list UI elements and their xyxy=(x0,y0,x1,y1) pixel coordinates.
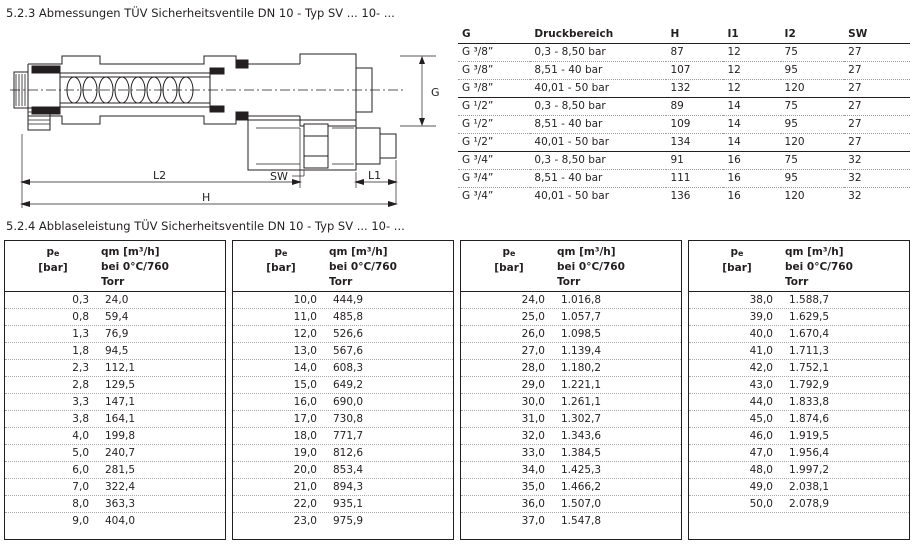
cell-db: 40,01 - 50 bar xyxy=(530,134,666,152)
table-row xyxy=(689,377,909,394)
table-row xyxy=(458,188,910,206)
cell-pe: 28,0 xyxy=(521,362,545,374)
cell-pe: 3,3 xyxy=(72,396,89,408)
cell-pe: 1,8 xyxy=(72,345,89,357)
table-row xyxy=(461,360,681,377)
table-row xyxy=(233,343,453,360)
cell-pe: 37,0 xyxy=(521,515,545,527)
cell-pe: 41,0 xyxy=(749,345,773,357)
header-qm-torr: Torr xyxy=(557,276,581,288)
cell-sw: 32 xyxy=(848,190,862,202)
cell-g: G ³/4” xyxy=(462,190,494,202)
cell-qm: 199,8 xyxy=(105,430,136,442)
section-heading-capacity: 5.2.4 Abblaseleistung TÜV Sicherheitsventile DN 10 - Typ SV ... 10- ... xyxy=(6,219,405,233)
cell-db: 8,51 - 40 bar xyxy=(530,62,666,80)
cell-qm: 1.139,4 xyxy=(561,345,602,357)
cell-qm: 771,7 xyxy=(333,430,364,442)
cell-qm: 1.343,6 xyxy=(561,430,602,442)
table-row xyxy=(689,411,909,428)
cell-pe: 2,3 xyxy=(72,362,89,374)
capacity-table-header xyxy=(689,241,909,292)
cell-db: 40,01 - 50 bar xyxy=(534,190,610,202)
drawing-label-h: H xyxy=(202,191,211,204)
cell-i1: 14 xyxy=(723,98,780,116)
cell-qm: 59,4 xyxy=(105,311,129,323)
cell-qm: 1.588,7 xyxy=(789,294,830,306)
col-header-i1: I1 xyxy=(723,26,780,44)
cell-qm: 147,1 xyxy=(105,396,136,408)
cell-qm: 1.833,8 xyxy=(789,396,830,408)
capacity-table-header xyxy=(233,241,453,292)
cell-pe: 48,0 xyxy=(749,464,773,476)
table-row xyxy=(461,309,681,326)
col-header-pe xyxy=(5,245,101,276)
cell-db: 40,01 - 50 bar xyxy=(530,80,666,98)
cell-pe: 12,0 xyxy=(293,328,317,340)
capacity-table-header xyxy=(5,241,225,292)
capacity-table-block-4 xyxy=(688,240,910,540)
cell-pe: 0,8 xyxy=(72,311,89,323)
cell-pe: 11,0 xyxy=(293,311,317,323)
cell-h: 111 xyxy=(666,170,723,188)
cell-pe: 4,0 xyxy=(72,430,89,442)
cell-h: 91 xyxy=(666,152,723,170)
cell-qm: 690,0 xyxy=(333,396,364,408)
table-row xyxy=(461,513,681,530)
cell-qm: 853,4 xyxy=(333,464,364,476)
cell-qm: 2.038,1 xyxy=(789,481,830,493)
cell-qm: 76,9 xyxy=(105,328,129,340)
table-row xyxy=(458,116,910,134)
table-row xyxy=(689,326,909,343)
header-pe-unit: [bar] xyxy=(266,262,296,274)
col-header-h: H xyxy=(666,26,723,44)
cell-pe: 49,0 xyxy=(749,481,773,493)
table-row xyxy=(5,343,225,360)
capacity-rows xyxy=(5,292,225,530)
table-row xyxy=(233,411,453,428)
cell-pe: 8,0 xyxy=(72,498,89,510)
cell-pe: 21,0 xyxy=(293,481,317,493)
cell-h: 109 xyxy=(666,116,723,134)
table-row xyxy=(233,513,453,530)
cell-pe: 29,0 xyxy=(521,379,545,391)
dimensions-table-header-row xyxy=(458,26,910,44)
cell-sw: 32 xyxy=(844,170,910,188)
cell-i1: 14 xyxy=(723,116,780,134)
table-row xyxy=(5,360,225,377)
cell-qm: 1.711,3 xyxy=(789,345,830,357)
drawing-label-g: G xyxy=(431,86,440,99)
table-row xyxy=(461,343,681,360)
cell-db: 0,3 - 8,50 bar xyxy=(530,152,666,170)
cell-qm: 1.507,0 xyxy=(561,498,602,510)
cell-qm: 935,1 xyxy=(333,498,364,510)
cell-g: G ³/8” xyxy=(458,80,530,98)
table-row xyxy=(461,394,681,411)
table-row xyxy=(458,152,910,170)
capacity-table-block-3 xyxy=(460,240,682,540)
header-pe-label: pe xyxy=(46,246,60,258)
table-row xyxy=(5,479,225,496)
cell-qm: 322,4 xyxy=(105,481,136,493)
cell-g: G ³/8” xyxy=(458,44,530,62)
table-row xyxy=(461,445,681,462)
table-row xyxy=(233,377,453,394)
table-row xyxy=(233,445,453,462)
cell-qm: 1.261,1 xyxy=(561,396,602,408)
table-row xyxy=(5,377,225,394)
table-row xyxy=(233,428,453,445)
cell-i1: 16 xyxy=(727,190,741,202)
cell-qm: 1.057,7 xyxy=(561,311,602,323)
capacity-table-block-1 xyxy=(4,240,226,540)
cell-g: G ³/4” xyxy=(458,152,530,170)
cell-qm: 567,6 xyxy=(333,345,364,357)
table-row xyxy=(5,394,225,411)
table-row xyxy=(689,479,909,496)
cell-pe: 1,3 xyxy=(72,328,89,340)
table-row xyxy=(461,377,681,394)
cell-pe: 5,0 xyxy=(72,447,89,459)
cell-pe: 0,3 xyxy=(72,294,89,306)
cell-pe: 27,0 xyxy=(521,345,545,357)
header-qm-label: qm [m³/h] xyxy=(557,246,616,258)
cell-i1: 12 xyxy=(723,80,780,98)
table-row xyxy=(5,292,225,309)
cell-h: 132 xyxy=(666,80,723,98)
col-header-qm xyxy=(785,245,911,290)
cell-pe: 34,0 xyxy=(521,464,545,476)
cell-h: 89 xyxy=(666,98,723,116)
cell-pe: 2,8 xyxy=(72,379,89,391)
cell-pe: 39,0 xyxy=(749,311,773,323)
cell-qm: 24,0 xyxy=(105,294,129,306)
cell-h: 136 xyxy=(670,190,691,202)
cell-pe: 19,0 xyxy=(293,447,317,459)
table-row xyxy=(458,170,910,188)
cell-i1: 16 xyxy=(723,170,780,188)
table-row xyxy=(458,80,910,98)
cell-i2: 120 xyxy=(781,134,845,152)
header-pe-unit: [bar] xyxy=(38,262,68,274)
header-qm-torr: Torr xyxy=(101,276,125,288)
col-header-pe xyxy=(233,245,329,276)
cell-qm: 608,3 xyxy=(333,362,364,374)
cell-pe: 26,0 xyxy=(521,328,545,340)
table-row xyxy=(461,292,681,309)
cell-pe: 35,0 xyxy=(521,481,545,493)
table-row xyxy=(458,44,910,62)
cell-g: G ¹/2” xyxy=(458,98,530,116)
cell-db: 0,3 - 8,50 bar xyxy=(530,98,666,116)
table-row xyxy=(689,292,909,309)
cell-qm: 1.547,8 xyxy=(561,515,602,527)
cell-qm: 1.792,9 xyxy=(789,379,830,391)
header-pe-unit: [bar] xyxy=(722,262,752,274)
cell-i2: 75 xyxy=(781,152,845,170)
cell-qm: 730,8 xyxy=(333,413,364,425)
capacity-rows xyxy=(461,292,681,530)
cell-db: 0,3 - 8,50 bar xyxy=(530,44,666,62)
cell-qm: 1.670,4 xyxy=(789,328,830,340)
cell-pe: 44,0 xyxy=(749,396,773,408)
cell-sw: 27 xyxy=(844,116,910,134)
cell-g: G ³/4” xyxy=(458,170,530,188)
capacity-rows xyxy=(233,292,453,530)
cell-pe: 43,0 xyxy=(749,379,773,391)
cell-qm: 1.180,2 xyxy=(561,362,602,374)
cell-sw: 27 xyxy=(844,134,910,152)
cell-i2: 95 xyxy=(781,116,845,134)
table-row xyxy=(461,428,681,445)
header-qm-cond: bei 0°C/760 xyxy=(101,261,169,273)
cell-pe: 6,0 xyxy=(72,464,89,476)
table-row xyxy=(689,445,909,462)
cell-h: 107 xyxy=(666,62,723,80)
cell-g: G ¹/2” xyxy=(458,116,530,134)
col-header-pe xyxy=(461,245,557,276)
cell-pe: 30,0 xyxy=(521,396,545,408)
cell-qm: 649,2 xyxy=(333,379,364,391)
table-row xyxy=(458,134,910,152)
cell-qm: 1.956,4 xyxy=(789,447,830,459)
cell-i2: 95 xyxy=(781,170,845,188)
table-row xyxy=(689,462,909,479)
cell-pe: 50,0 xyxy=(749,498,773,510)
cell-sw: 27 xyxy=(844,80,910,98)
cell-pe: 32,0 xyxy=(521,430,545,442)
cell-qm: 1.629,5 xyxy=(789,311,830,323)
header-pe-label: pe xyxy=(502,246,516,258)
cell-pe: 3,8 xyxy=(72,413,89,425)
table-row xyxy=(233,462,453,479)
table-row xyxy=(233,394,453,411)
cell-pe: 22,0 xyxy=(293,498,317,510)
cell-pe: 16,0 xyxy=(293,396,317,408)
drawing-label-sw: SW xyxy=(270,170,288,183)
table-row xyxy=(5,462,225,479)
header-qm-cond: bei 0°C/760 xyxy=(329,261,397,273)
table-row xyxy=(689,394,909,411)
cell-qm: 363,3 xyxy=(105,498,136,510)
table-row xyxy=(689,496,909,513)
col-header-g: G xyxy=(458,26,530,44)
cell-pe: 42,0 xyxy=(749,362,773,374)
cell-pe: 33,0 xyxy=(521,447,545,459)
col-header-druckbereich: Druckbereich xyxy=(530,26,666,44)
cell-qm: 1.997,2 xyxy=(789,464,830,476)
cell-pe: 14,0 xyxy=(293,362,317,374)
cell-pe: 9,0 xyxy=(72,515,89,527)
table-row xyxy=(5,326,225,343)
dimensions-table xyxy=(458,26,910,205)
table-row xyxy=(689,360,909,377)
cell-db: 8,51 - 40 bar xyxy=(530,170,666,188)
cell-pe: 38,0 xyxy=(749,294,773,306)
cell-h: 134 xyxy=(666,134,723,152)
header-qm-label: qm [m³/h] xyxy=(101,246,160,258)
cell-pe: 46,0 xyxy=(749,430,773,442)
cell-qm: 526,6 xyxy=(333,328,364,340)
cell-sw: 32 xyxy=(844,152,910,170)
col-header-qm xyxy=(557,245,683,290)
header-qm-cond: bei 0°C/760 xyxy=(785,261,853,273)
header-qm-torr: Torr xyxy=(329,276,353,288)
cell-i2: 120 xyxy=(781,80,845,98)
table-row xyxy=(5,513,225,530)
cell-sw: 27 xyxy=(844,44,910,62)
table-row xyxy=(233,292,453,309)
table-row xyxy=(233,479,453,496)
section-heading-dimensions: 5.2.3 Abmessungen TÜV Sicherheitsventile DN 10 - Typ SV ... 10- ... xyxy=(6,6,395,20)
cell-qm: 240,7 xyxy=(105,447,136,459)
cell-pe: 20,0 xyxy=(293,464,317,476)
cell-pe: 13,0 xyxy=(293,345,317,357)
header-qm-cond: bei 0°C/760 xyxy=(557,261,625,273)
cell-qm: 1.016,8 xyxy=(561,294,602,306)
cell-qm: 1.919,5 xyxy=(789,430,830,442)
drawing-label-l2: L2 xyxy=(153,169,167,182)
table-row xyxy=(461,326,681,343)
cell-i2: 75 xyxy=(781,98,845,116)
cell-qm: 1.425,3 xyxy=(561,464,602,476)
col-header-i2: I2 xyxy=(781,26,845,44)
table-row-empty xyxy=(689,513,909,530)
header-pe-label: pe xyxy=(730,246,744,258)
cell-g: G ¹/2” xyxy=(458,134,530,152)
cell-i1: 16 xyxy=(723,152,780,170)
cell-i1: 12 xyxy=(723,62,780,80)
cell-qm: 94,5 xyxy=(105,345,129,357)
cell-qm: 1.098,5 xyxy=(561,328,602,340)
cell-i1: 14 xyxy=(723,134,780,152)
cell-pe: 40,0 xyxy=(749,328,773,340)
cell-pe: 18,0 xyxy=(293,430,317,442)
header-pe-label: pe xyxy=(274,246,288,258)
cell-pe: 23,0 xyxy=(293,515,317,527)
cell-qm: 485,8 xyxy=(333,311,364,323)
table-row xyxy=(461,462,681,479)
cell-qm: 975,9 xyxy=(333,515,364,527)
cell-i2: 75 xyxy=(781,44,845,62)
col-header-sw: SW xyxy=(844,26,910,44)
cell-qm: 129,5 xyxy=(105,379,136,391)
capacity-table-header xyxy=(461,241,681,292)
cell-qm: 2.078,9 xyxy=(789,498,830,510)
header-pe-unit: [bar] xyxy=(494,262,524,274)
cell-db: 8,51 - 40 bar xyxy=(530,116,666,134)
cell-qm: 1.752,1 xyxy=(789,362,830,374)
drawing-label-l1: L1 xyxy=(368,169,382,182)
table-row xyxy=(5,445,225,462)
cell-pe: 31,0 xyxy=(521,413,545,425)
cell-pe: 7,0 xyxy=(72,481,89,493)
cell-i1: 12 xyxy=(723,44,780,62)
table-row xyxy=(233,496,453,513)
cell-i2: 95 xyxy=(781,62,845,80)
cell-qm: 1.466,2 xyxy=(561,481,602,493)
header-qm-label: qm [m³/h] xyxy=(329,246,388,258)
table-row xyxy=(233,326,453,343)
header-qm-label: qm [m³/h] xyxy=(785,246,844,258)
table-row xyxy=(689,309,909,326)
cell-qm: 112,1 xyxy=(105,362,136,374)
capacity-table-block-2 xyxy=(232,240,454,540)
cell-pe: 17,0 xyxy=(293,413,317,425)
table-row xyxy=(458,98,910,116)
table-row xyxy=(233,360,453,377)
cell-pe: 36,0 xyxy=(521,498,545,510)
table-row xyxy=(689,428,909,445)
cell-qm: 444,9 xyxy=(333,294,364,306)
cell-qm: 812,6 xyxy=(333,447,364,459)
cell-sw: 27 xyxy=(844,62,910,80)
capacity-rows xyxy=(689,292,909,530)
cell-pe: 24,0 xyxy=(521,294,545,306)
cell-i2: 120 xyxy=(784,190,805,202)
table-row xyxy=(461,479,681,496)
cell-pe: 15,0 xyxy=(293,379,317,391)
valve-technical-drawing xyxy=(4,24,456,210)
col-header-qm xyxy=(101,245,227,290)
table-row xyxy=(233,309,453,326)
cell-qm: 164,1 xyxy=(105,413,136,425)
cell-pe: 25,0 xyxy=(521,311,545,323)
cell-pe: 45,0 xyxy=(749,413,773,425)
col-header-qm xyxy=(329,245,455,290)
cell-g: G ³/8” xyxy=(458,62,530,80)
table-row xyxy=(5,496,225,513)
cell-qm: 404,0 xyxy=(105,515,136,527)
table-row xyxy=(689,343,909,360)
table-row xyxy=(5,309,225,326)
cell-qm: 1.221,1 xyxy=(561,379,602,391)
cell-qm: 281,5 xyxy=(105,464,136,476)
cell-qm: 1.302,7 xyxy=(561,413,602,425)
table-row xyxy=(458,62,910,80)
cell-qm: 894,3 xyxy=(333,481,364,493)
cell-sw: 27 xyxy=(844,98,910,116)
cell-qm: 1.874,6 xyxy=(789,413,830,425)
valve-drawing-svg xyxy=(4,24,456,210)
table-row xyxy=(461,496,681,513)
table-row xyxy=(461,411,681,428)
cell-pe: 47,0 xyxy=(749,447,773,459)
cell-pe: 10,0 xyxy=(293,294,317,306)
cell-qm: 1.384,5 xyxy=(561,447,602,459)
table-row xyxy=(5,428,225,445)
table-row xyxy=(5,411,225,428)
header-qm-torr: Torr xyxy=(785,276,809,288)
cell-h: 87 xyxy=(666,44,723,62)
col-header-pe xyxy=(689,245,785,276)
